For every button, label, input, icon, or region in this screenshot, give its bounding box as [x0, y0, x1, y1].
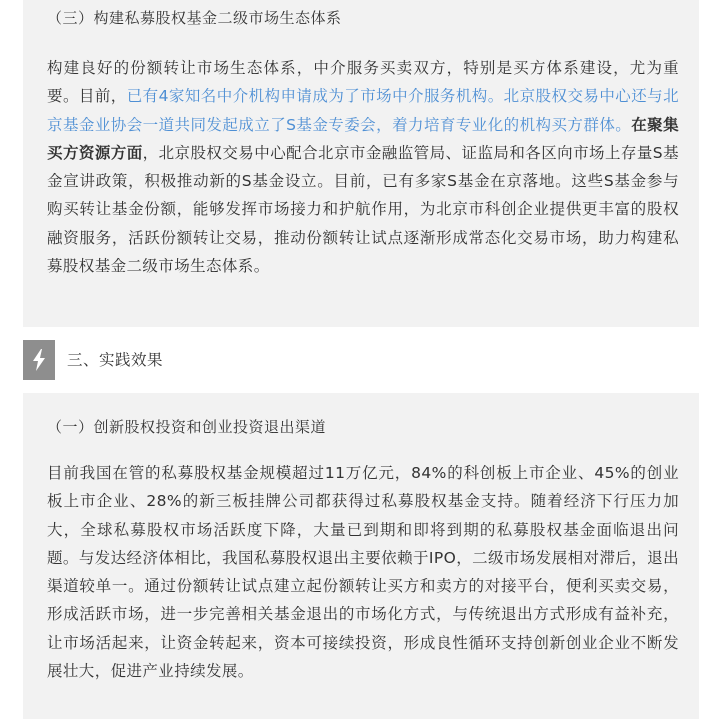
content-panel-top	[23, 0, 699, 327]
subsection-title: （一）创新股权投资和创业投资退出渠道	[47, 418, 327, 436]
paragraph-text: 构建良好的份额转让市场生态体系，中介服务买卖双方，特别是买方体系建设，尤为重要。目前，	[47, 59, 679, 106]
content-panel-bottom	[23, 393, 699, 719]
section-header	[23, 340, 699, 380]
body-paragraph	[47, 54, 679, 280]
subsection-title: （三）构建私募股权基金二级市场生态体系	[47, 9, 342, 27]
highlighted-text: 已有4家知名中介机构申请成为了市场中介服务机构。北京股权交易中心还与北京基金业协会一道共同发起成立了S基金专委会，着力培育专业化的机构买方群体。	[47, 87, 679, 134]
body-paragraph: 目前我国在管的私募股权基金规模超过11万亿元，84%的科创板上市企业、45%的创业板上市企业、28%的新三板挂牌公司都获得过私募股权基金支持。随着经济下行压力加大，全球私募股权市场活跃度下降，大量已到期和即将到期的私募股权基金面临退出问题。与发达经济体相比，我国私募股权退出主要依赖于IPO，二级市场发展相对滞后，退出渠道较单一。通过份额转让试点建立起份额转让买方和卖方的对接平台，便利买卖交易，形成活跃市场，进一步完善相关基金退出的市场化方式，与传统退出方式形成有益补充，让市场活起来，让资金转起来，资本可接续投资，形成良性循环支持创新创业企业不断发展壮大，促进产业持续发展。	[47, 464, 679, 681]
paragraph-text: ，北京股权交易中心配合北京市金融监管局、证监局和各区向市场上存量S基金宣讲政策，积极推动新的S基金设立。目前，已有多家S基金在京落地。这些S基金参与购买转让基金份额，能够发挥市场接力和护航作用，为北京市科创企业提供更丰富的股权融资服务，活跃份额转让交易，推动份额转让试点逐渐形成常态化交易市场，助力构建私募股权基金二级市场生态体系。	[47, 143, 679, 276]
bold-text: 在聚集买方资源方面	[47, 115, 679, 162]
lightning-bolt-icon-svg	[32, 349, 46, 371]
lightning-bolt-icon	[23, 340, 55, 380]
section-title: 三、实践效果	[67, 351, 164, 369]
